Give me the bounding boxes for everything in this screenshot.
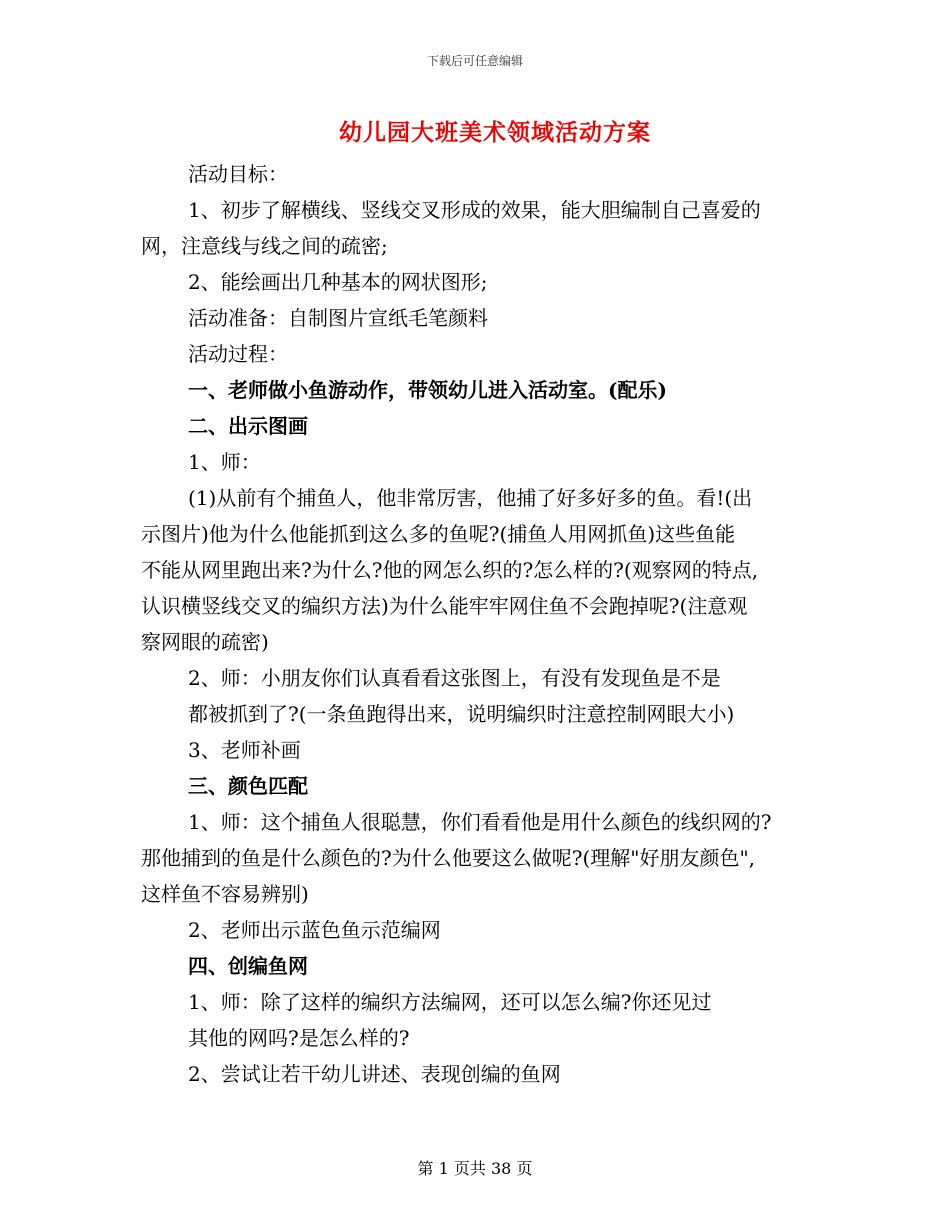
- paragraph-line: 2、能绘画出几种基本的网状图形;: [188, 270, 488, 294]
- paragraph-line: 这样鱼不容易辨别): [141, 882, 309, 906]
- paragraph-line: 活动过程：: [188, 342, 288, 366]
- paragraph-line: 活动目标：: [188, 162, 288, 186]
- document-title: 幼儿园大班美术领域活动方案: [339, 119, 651, 146]
- paragraph-line: 2、尝试让若干幼儿讲述、表现创编的鱼网: [188, 1062, 561, 1086]
- paragraph-line: 都被抓到了?(一条鱼跑得出来，说明编织时注意控制网眼大小): [188, 702, 735, 726]
- page-footer: 第 1 页共 38 页: [417, 1159, 533, 1178]
- paragraph-line: 不能从网里跑出来?为什么?他的网怎么织的?怎么样的?(观察网的特点,: [141, 558, 759, 582]
- section-heading: 三、颜色匹配: [188, 774, 308, 798]
- paragraph-line: 1、初步了解横线、竖线交叉形成的效果，能大胆编制自己喜爱的: [188, 198, 761, 222]
- paragraph-line: 3、老师补画: [188, 738, 301, 762]
- paragraph-line: (1)从前有个捕鱼人，他非常厉害，他捕了好多好多的鱼。看!(出: [188, 486, 753, 510]
- paragraph-line: 2、老师出示蓝色鱼示范编网: [188, 918, 441, 942]
- paragraph-line: 认识横竖线交叉的编织方法)为什么能牢牢网住鱼不会跑掉呢?(注意观: [141, 594, 748, 618]
- paragraph-line: 察网眼的疏密): [141, 630, 269, 654]
- paragraph-line: 那他捕到的鱼是什么颜色的?为什么他要这么做呢?(理解"好朋友颜色",: [141, 846, 756, 870]
- paragraph-line: 1、师：除了这样的编织方法编网，还可以怎么编?你还见过: [188, 990, 712, 1014]
- paragraph-line: 网，注意线与线之间的疏密;: [141, 234, 388, 258]
- paragraph-line: 其他的网吗?是怎么样的?: [188, 1026, 410, 1050]
- page-header: 下载后可任意编辑: [426, 54, 523, 68]
- section-heading: 一、老师做小鱼游动作，带领幼儿进入活动室。(配乐): [188, 378, 667, 402]
- paragraph-line: 2、师：小朋友你们认真看看这张图上，有没有发现鱼是不是: [188, 666, 721, 690]
- section-heading: 二、出示图画: [188, 414, 308, 438]
- section-heading: 四、创编鱼网: [188, 954, 308, 978]
- paragraph-line: 1、师：这个捕鱼人很聪慧，你们看看他是用什么颜色的线织网的?: [188, 810, 772, 834]
- document-body: [141, 156, 817, 1092]
- paragraph-line: 1、师：: [188, 450, 261, 474]
- paragraph-line: 活动准备：自制图片宣纸毛笔颜料: [188, 306, 488, 330]
- paragraph-line: 示图片)他为什么他能抓到这么多的鱼呢?(捕鱼人用网抓鱼)这些鱼能: [141, 522, 736, 546]
